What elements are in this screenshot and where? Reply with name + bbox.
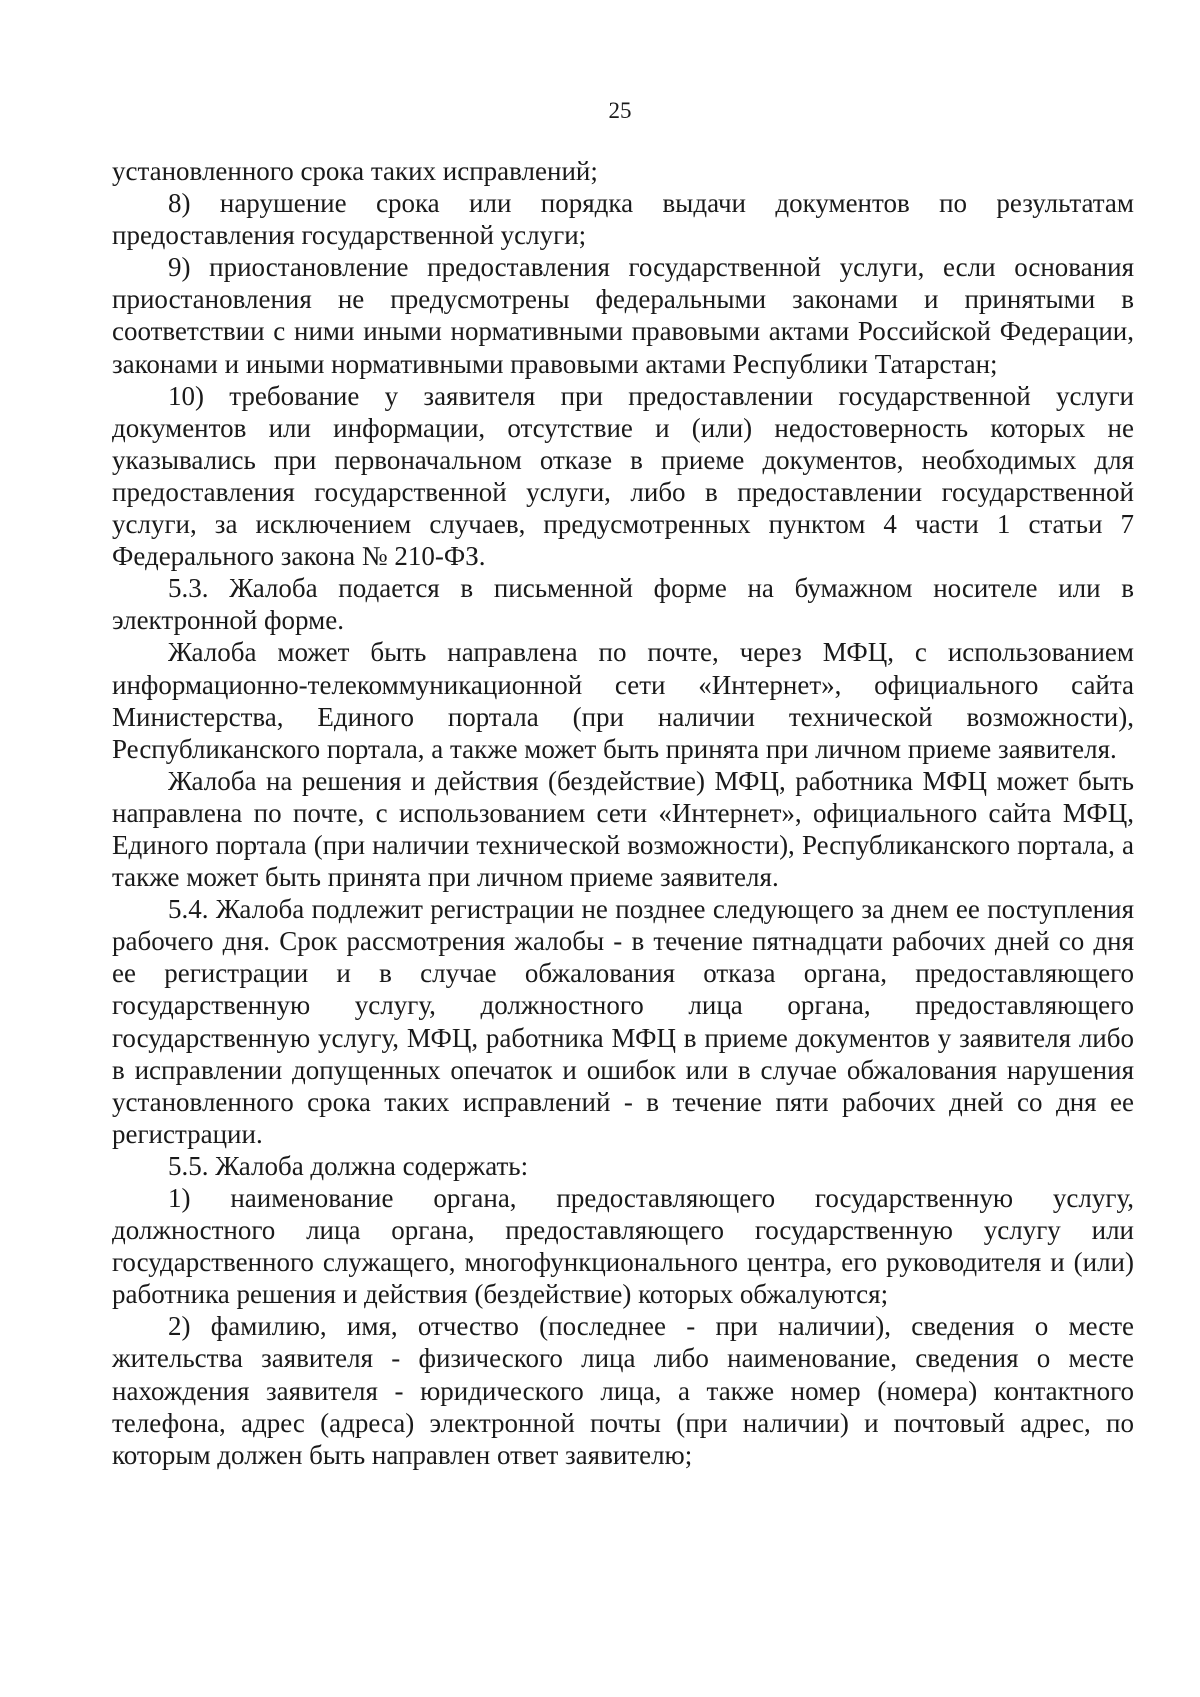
paragraph-5-3: 5.3. Жалоба подается в письменной форме на бумажном носителе или в электронной форме.: [112, 573, 1134, 636]
page-number: 25: [608, 98, 632, 123]
paragraph-complaint-mfc: Жалоба на решения и действия (бездействие) МФЦ, работника МФЦ может быть направлена по почте, с использованием сети «Интернет», официального сайта МФЦ, Единого портала (при наличии технической возможности), Республиканского портала, а также может быть принята при личном приеме заявителя.: [112, 765, 1134, 893]
paragraph-item-9: 9) приостановление предоставления государственной услуги, если основания приостановления не предусмотрены федеральными законами и принятыми в соответствии с ними иными нормативными правовыми актами Российской Федерации, законами и иными нормативными правовыми актами Республики Татарстан;: [112, 252, 1134, 379]
paragraph-5-4: 5.4. Жалоба подлежит регистрации не позднее следующего за днем ее поступления рабочего дня. Срок рассмотрения жалобы - в течение пятнадцати рабочих дней со дня ее регистрации и в случае обжалования отказа органа, предоставляющего государственную услугу, должностного лица органа, предоставляющего государственную услугу, МФЦ, работника МФЦ в приеме документов у заявителя либо в исправлении допущенных опечаток и ошибок или в случае обжалования нарушения установленного срока таких исправлений - в течение пяти рабочих дней со дня ее регистрации.: [112, 894, 1134, 1149]
paragraph-5-5-item-2: 2) фамилию, имя, отчество (последнее - при наличии), сведения о месте жительства заявителя - физического лица либо наименование, сведения о месте нахождения заявителя - юридического лица, а также номер (номера) контактного телефона, адрес (адреса) электронной почты (при наличии) и почтовый адрес, по которым должен быть направлен ответ заявителю;: [112, 1311, 1134, 1470]
paragraph-5-5: 5.5. Жалоба должна содержать:: [168, 1150, 529, 1181]
paragraph-continuation: установленного срока таких исправлений;: [112, 156, 598, 186]
paragraph-complaint-channels: Жалоба может быть направлена по почте, через МФЦ, с использованием информационно-телекоммуникационной сети «Интернет», официального сайта Министерства, Единого портала (при наличии технической возможности), Республиканского портала, а также может быть принята при личном приеме заявителя.: [112, 637, 1134, 764]
paragraph-item-10: 10) требование у заявителя при предоставлении государственной услуги документов или информации, отсутствие и (или) недостоверность которых не указывались при первоначальном отказе в приеме документов, необходимых для предоставления государственной услуги, либо в предоставлении государственной услуги, за исключением случаев, предусмотренных пунктом 4 части 1 статьи 7 Федерального закона № 210-ФЗ.: [112, 380, 1134, 572]
document-body: [112, 155, 1134, 1471]
paragraph-item-8: 8) нарушение срока или порядка выдачи документов по результатам предоставления государственной услуги;: [112, 188, 1134, 251]
paragraph-5-5-item-1: 1) наименование органа, предоставляющего государственную услугу, должностного лица органа, предоставляющего государственную услугу или государственного служащего, многофункционального центра, его руководителя и (или) работника решения и действия (бездействие) которых обжалуются;: [112, 1183, 1134, 1310]
